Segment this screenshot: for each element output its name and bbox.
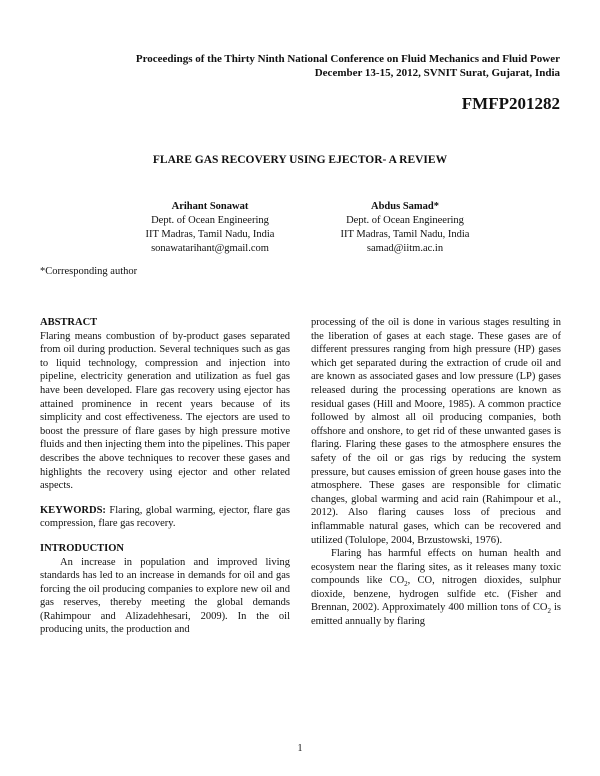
paragraph-2-part-b: , CO, nitrogen dioxides, sulphur dioxide, benzene, hydrogen sulfide etc. (Fisher and Brennan, 2002). Approximately 400 million tons of CO [311, 575, 561, 614]
author-email: samad@iitm.ac.in [366, 243, 444, 254]
introduction-paragraph-2 [311, 547, 561, 629]
author-email: sonawatarihant@gmail.com [151, 243, 269, 254]
co2-subscript-2: 2 [547, 607, 551, 616]
conference-line-1: Proceedings of the Thirty Ninth National Conference on Fluid Mechanics and Fluid Power [135, 53, 560, 65]
keywords-label: KEYWORDS: [40, 504, 106, 516]
keywords-text: Flaring, global warming, ejector, flare gas compression, flare gas recovery. [40, 504, 290, 530]
paper-code: FMFP201282 [461, 94, 560, 113]
author-name: Abdus Samad* [371, 201, 439, 212]
keywords [40, 504, 290, 531]
conference-header [136, 52, 560, 80]
paragraph-2-part-a: Flaring has harmful effects on human health and ecosystem near the flaring sites, as it releases many toxic compounds like CO [311, 548, 561, 587]
corresponding-author-note: *Corresponding author [40, 266, 138, 277]
introduction-heading: INTRODUCTION [40, 542, 125, 554]
right-column [311, 316, 561, 629]
left-column [40, 316, 290, 637]
introduction-paragraph-1: An increase in population and improved living standards has led to an increase in demands for oil and gas forcing the oil producing companies to explore new oil and gas reserves, thereby meeting the global demands (Rahimpour and Alizadehhesari, 2009). In the oil producing units, the production and [40, 556, 290, 636]
paper-title: FLARE GAS RECOVERY USING EJECTOR- A REVIEW [152, 154, 448, 166]
introduction-paragraph-1-continued: processing of the oil is done in various stages resulting in the liberation of gases at each stage. These gases are of different pressures ranging from high pressure (HP) gases which get separated during the extraction of crude oil and are known as associated gases and low pressure (LP) gases released during the processing operations are known as residual gases (Hill and Moore, 1985). A common practice followed by almost all oil producing companies, both offshore and onshore, to get rid of these unwanted gases is flaring. Flaring these gases to the atmosphere ensures the safety of the oil or gas rigs by reducing the system pressure, but causes emission of green house gases into the atmosphere. These gases are responsible for climatic changes, global warming and acid rain (Rahimpour et al., 2012). Also flaring causes loss of precious and inflammable natural gases, which can be recovered and utilized (Tolulope, 2004, Brzustowski, 1976). [311, 317, 561, 546]
conference-line-2: December 13-15, 2012, SVNIT Surat, Gujarat, India [314, 67, 560, 79]
author-dept: Dept. of Ocean Engineering [346, 215, 464, 226]
abstract-text: Flaring means combustion of by-product gases separated from oil during production. Several techniques such as gas to liquid technology, compression and injection into pipeline, electricity generation and utilization as fuel gas have been developed. Flare gas recovery using ejector has attained prominence in recent years because of its simplicity and cost effectiveness. The ejectors are used to boost the pressure of flare gases by high pressure motive fluids and then injecting them into the pipelines. This paper describes the above techniques to recover these gases and highlights the recovery using ejector and other related aspects. [40, 330, 291, 492]
author-block-1 [130, 200, 290, 256]
author-dept: Dept. of Ocean Engineering [151, 215, 269, 226]
co2-subscript-1: 2 [404, 580, 408, 589]
abstract-heading: ABSTRACT [40, 317, 98, 328]
author-name: Arihant Sonawat [171, 201, 249, 212]
author-block-2 [320, 200, 490, 256]
author-institution: IIT Madras, Tamil Nadu, India [145, 229, 275, 240]
author-institution: IIT Madras, Tamil Nadu, India [340, 229, 470, 240]
page-number: 1 [297, 743, 303, 754]
paragraph-2-part-c: is emitted annually by flaring [311, 602, 561, 628]
